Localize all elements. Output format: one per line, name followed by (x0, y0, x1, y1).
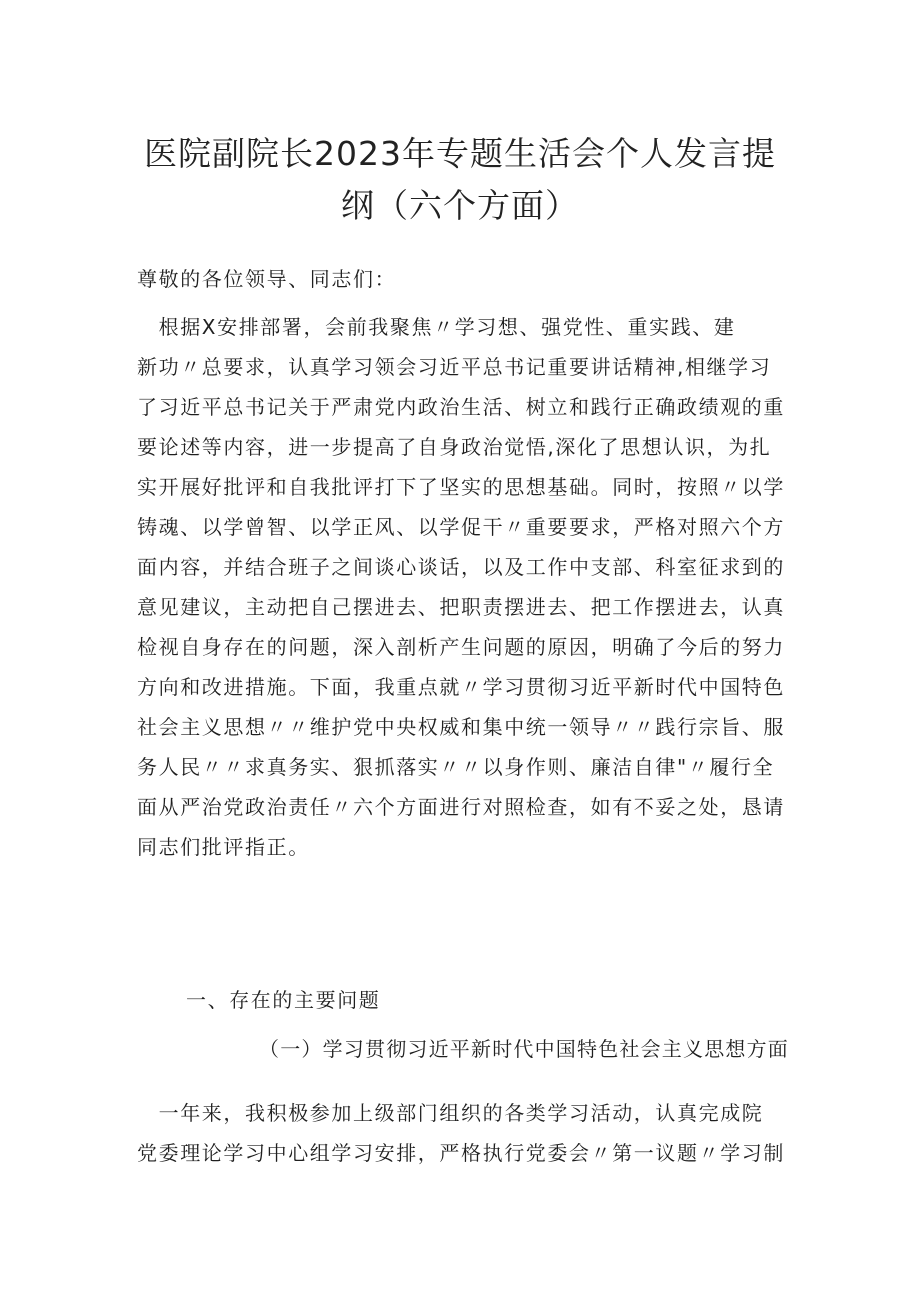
study-line: 党委理论学习中心组学习安排，严格执行党委会〃第一议题〃学习制 (137, 1141, 785, 1165)
intro-line: 方向和改进措施。下面，我重点就〃学习贯彻习近平新时代中国特色 (137, 675, 785, 699)
intro-line: 新功〃总要求，认真学习领会习近平总书记重要讲话精神,相继学习 (137, 355, 772, 379)
intro-line: 要论述等内容，进一步提高了自身政治觉悟,深化了思想认识，为扎 (137, 435, 772, 459)
document-title (120, 128, 800, 232)
study-line: 一年来，我积极参加上级部门组织的各类学习活动，认真完成院 (137, 1101, 764, 1125)
intro-line: 务人民〃〃求真务实、狠抓落实〃〃以身作则、廉洁自律"〃履行全 (137, 755, 775, 779)
title-line-1: 医院副院长2023年专题生活会个人发言提 (144, 134, 776, 173)
study-paragraph (137, 1093, 799, 1173)
intro-line: 检视自身存在的问题，深入剖析产生问题的原因，明确了今后的努力 (137, 635, 785, 659)
intro-line: 社会主义思想〃〃维护党中央权威和集中统一领导〃〃践行宗旨、服 (137, 715, 785, 739)
intro-line: 面内容，并结合班子之间谈心谈话，以及工作中支部、科室征求到的 (137, 555, 785, 579)
subsection-heading-study: （一）学习贯彻习近平新时代中国特色社会主义思想方面 (259, 1037, 789, 1061)
salutation-text: 尊敬的各位领导、同志们： (137, 267, 397, 291)
intro-line: 铸魂、以学曾智、以学正风、以学促干〃重要要求，严格对照六个方 (137, 515, 785, 539)
intro-line: 了习近平总书记关于严肃党内政治生活、树立和践行正确政绩观的重 (137, 395, 785, 419)
intro-line: 面从严治党政治责任〃六个方面进行对照检查，如有不妥之处，恳请 (137, 795, 785, 819)
title-line-2: 纲（六个方面） (341, 186, 579, 225)
intro-line: 实开展好批评和自我批评打下了坚实的思想基础。同时，按照〃以学 (137, 475, 785, 499)
intro-line: 根据X安排部署，会前我聚焦〃学习想、强党性、重实践、建 (137, 315, 736, 339)
salutation (137, 259, 799, 299)
intro-paragraph (137, 307, 799, 867)
intro-line: 意见建议，主动把自己摆进去、把职责摆进去、把工作摆进去，认真 (137, 595, 785, 619)
intro-line: 同志们批评指正。 (137, 835, 310, 859)
section-heading-problems: 一、存在的主要问题 (186, 988, 381, 1012)
